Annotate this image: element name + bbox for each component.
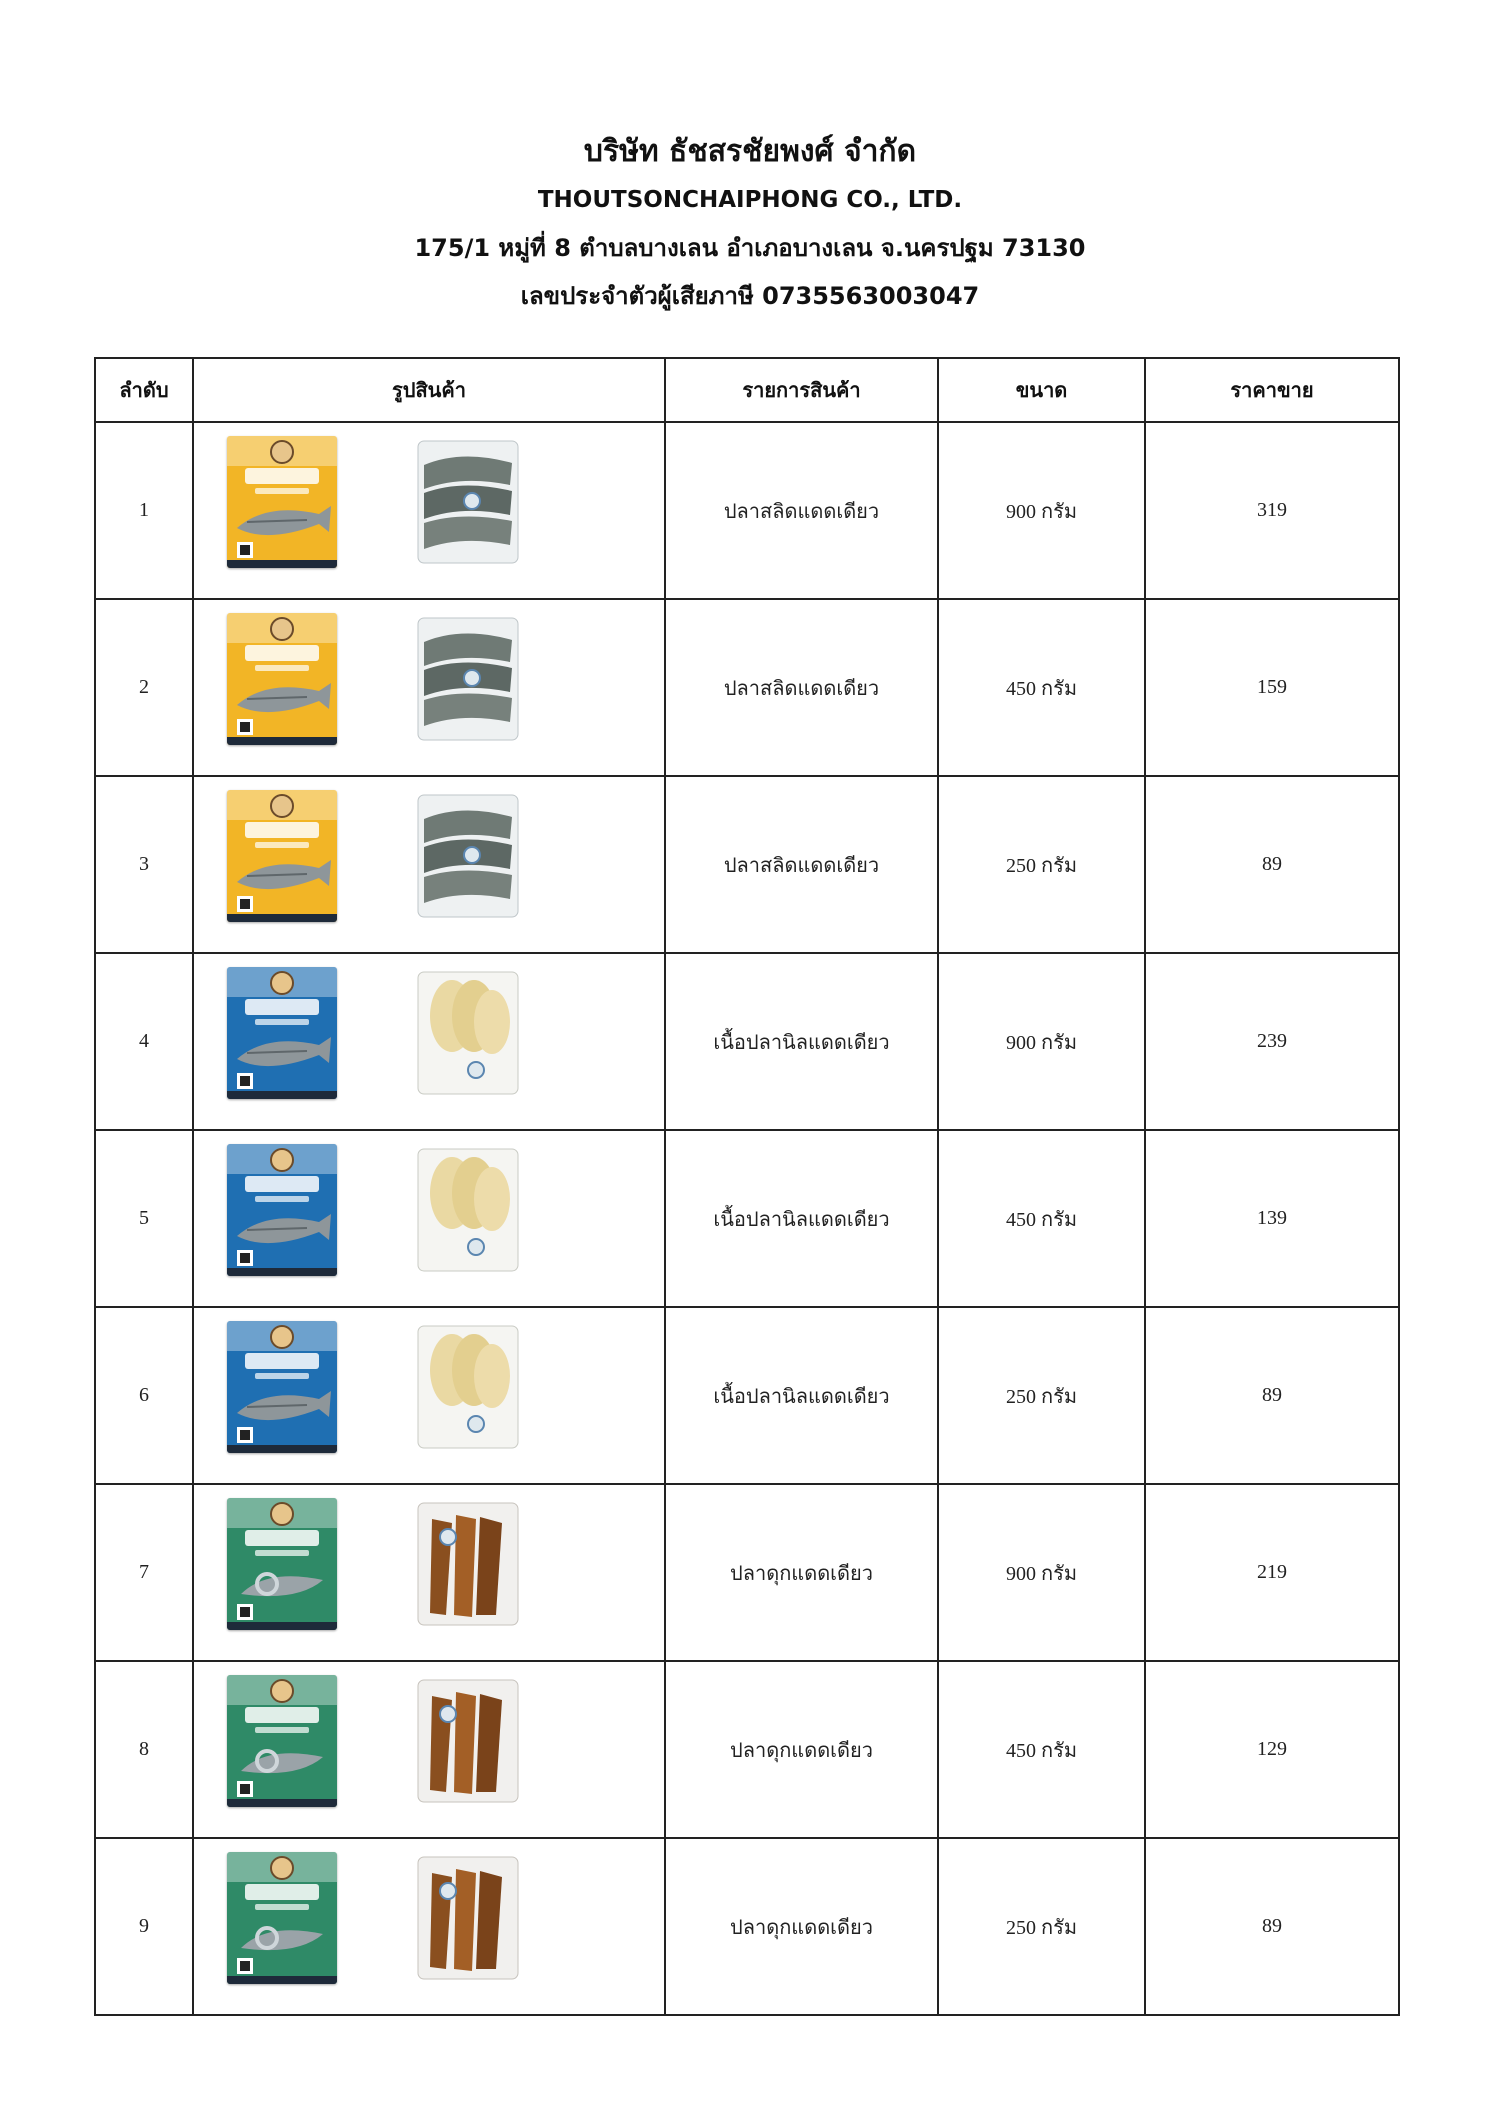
table-row [95, 422, 1399, 599]
product-images [193, 599, 665, 776]
product-size: 900 กรัม [938, 953, 1145, 1130]
table-row [95, 953, 1399, 1130]
product-images [193, 1484, 665, 1661]
row-number: 5 [95, 1130, 193, 1307]
product-size: 450 กรัม [938, 1130, 1145, 1307]
tilapia-fillet-bag-icon [412, 1143, 524, 1277]
product-size: 250 กรัม [938, 1838, 1145, 2015]
gourami-bag-icon [412, 435, 524, 569]
product-images [193, 953, 665, 1130]
product-price: 89 [1145, 1838, 1399, 2015]
row-number: 7 [95, 1484, 193, 1661]
row-number: 3 [95, 776, 193, 953]
product-price: 159 [1145, 599, 1399, 776]
product-price: 139 [1145, 1130, 1399, 1307]
gourami-pack-icon [227, 436, 337, 568]
product-size: 900 กรัม [938, 422, 1145, 599]
product-images [193, 776, 665, 953]
table-row [95, 1130, 1399, 1307]
tilapia-fillet-bag-icon [412, 1320, 524, 1454]
tilapia-pack-icon [227, 1144, 337, 1276]
product-images [193, 1661, 665, 1838]
row-number: 9 [95, 1838, 193, 2015]
tax-id: เลขประจำตัวผู้เสียภาษี 0735563003047 [520, 282, 980, 310]
table-row [95, 599, 1399, 776]
product-images [193, 1838, 665, 2015]
row-number: 8 [95, 1661, 193, 1838]
product-price: 89 [1145, 1307, 1399, 1484]
product-images [193, 1130, 665, 1307]
row-number: 4 [95, 953, 193, 1130]
catfish-bag-icon [412, 1851, 524, 1985]
gourami-bag-icon [412, 612, 524, 746]
column-header-image: รูปสินค้า [193, 358, 665, 422]
product-name: ปลาดุกแดดเดียว [665, 1838, 938, 2015]
row-number: 1 [95, 422, 193, 599]
product-size: 450 กรัม [938, 1661, 1145, 1838]
product-name: เนื้อปลานิลแดดเดียว [665, 953, 938, 1130]
tilapia-pack-icon [227, 967, 337, 1099]
gourami-bag-icon [412, 789, 524, 923]
catfish-pack-icon [227, 1852, 337, 1984]
product-name: เนื้อปลานิลแดดเดียว [665, 1130, 938, 1307]
company-name-english: THOUTSONCHAIPHONG CO., LTD. [537, 187, 963, 213]
catfish-bag-icon [412, 1497, 524, 1631]
product-name: ปลาสลิดแดดเดียว [665, 776, 938, 953]
company-name-thai: บริษัท ธัชสรชัยพงศ์ จำกัด [583, 134, 917, 169]
table-row [95, 776, 1399, 953]
product-price: 219 [1145, 1484, 1399, 1661]
catfish-pack-icon [227, 1498, 337, 1630]
product-price: 89 [1145, 776, 1399, 953]
table-row [95, 1838, 1399, 2015]
table-row [95, 1307, 1399, 1484]
product-price: 129 [1145, 1661, 1399, 1838]
product-price: 319 [1145, 422, 1399, 599]
tilapia-pack-icon [227, 1321, 337, 1453]
gourami-pack-icon [227, 613, 337, 745]
gourami-pack-icon [227, 790, 337, 922]
column-header-price: ราคาขาย [1145, 358, 1399, 422]
document-header [0, 128, 1500, 320]
product-size: 900 กรัม [938, 1484, 1145, 1661]
catfish-pack-icon [227, 1675, 337, 1807]
column-header-number: ลำดับ [95, 358, 193, 422]
product-name: เนื้อปลานิลแดดเดียว [665, 1307, 938, 1484]
product-name: ปลาดุกแดดเดียว [665, 1661, 938, 1838]
product-name: ปลาดุกแดดเดียว [665, 1484, 938, 1661]
product-price: 239 [1145, 953, 1399, 1130]
product-size: 250 กรัม [938, 776, 1145, 953]
column-header-item: รายการสินค้า [665, 358, 938, 422]
row-number: 2 [95, 599, 193, 776]
table-header-row [95, 358, 1399, 422]
tilapia-fillet-bag-icon [412, 966, 524, 1100]
table-row [95, 1484, 1399, 1661]
row-number: 6 [95, 1307, 193, 1484]
company-address: 175/1 หมู่ที่ 8 ตำบลบางเลน อำเภอบางเลน จ.นครปฐม 73130 [414, 234, 1086, 262]
table-row [95, 1661, 1399, 1838]
column-header-size: ขนาด [938, 358, 1145, 422]
product-images [193, 1307, 665, 1484]
product-name: ปลาสลิดแดดเดียว [665, 422, 938, 599]
product-size: 450 กรัม [938, 599, 1145, 776]
product-price-table [94, 357, 1400, 2016]
catfish-bag-icon [412, 1674, 524, 1808]
product-size: 250 กรัม [938, 1307, 1145, 1484]
product-images [193, 422, 665, 599]
product-name: ปลาสลิดแดดเดียว [665, 599, 938, 776]
